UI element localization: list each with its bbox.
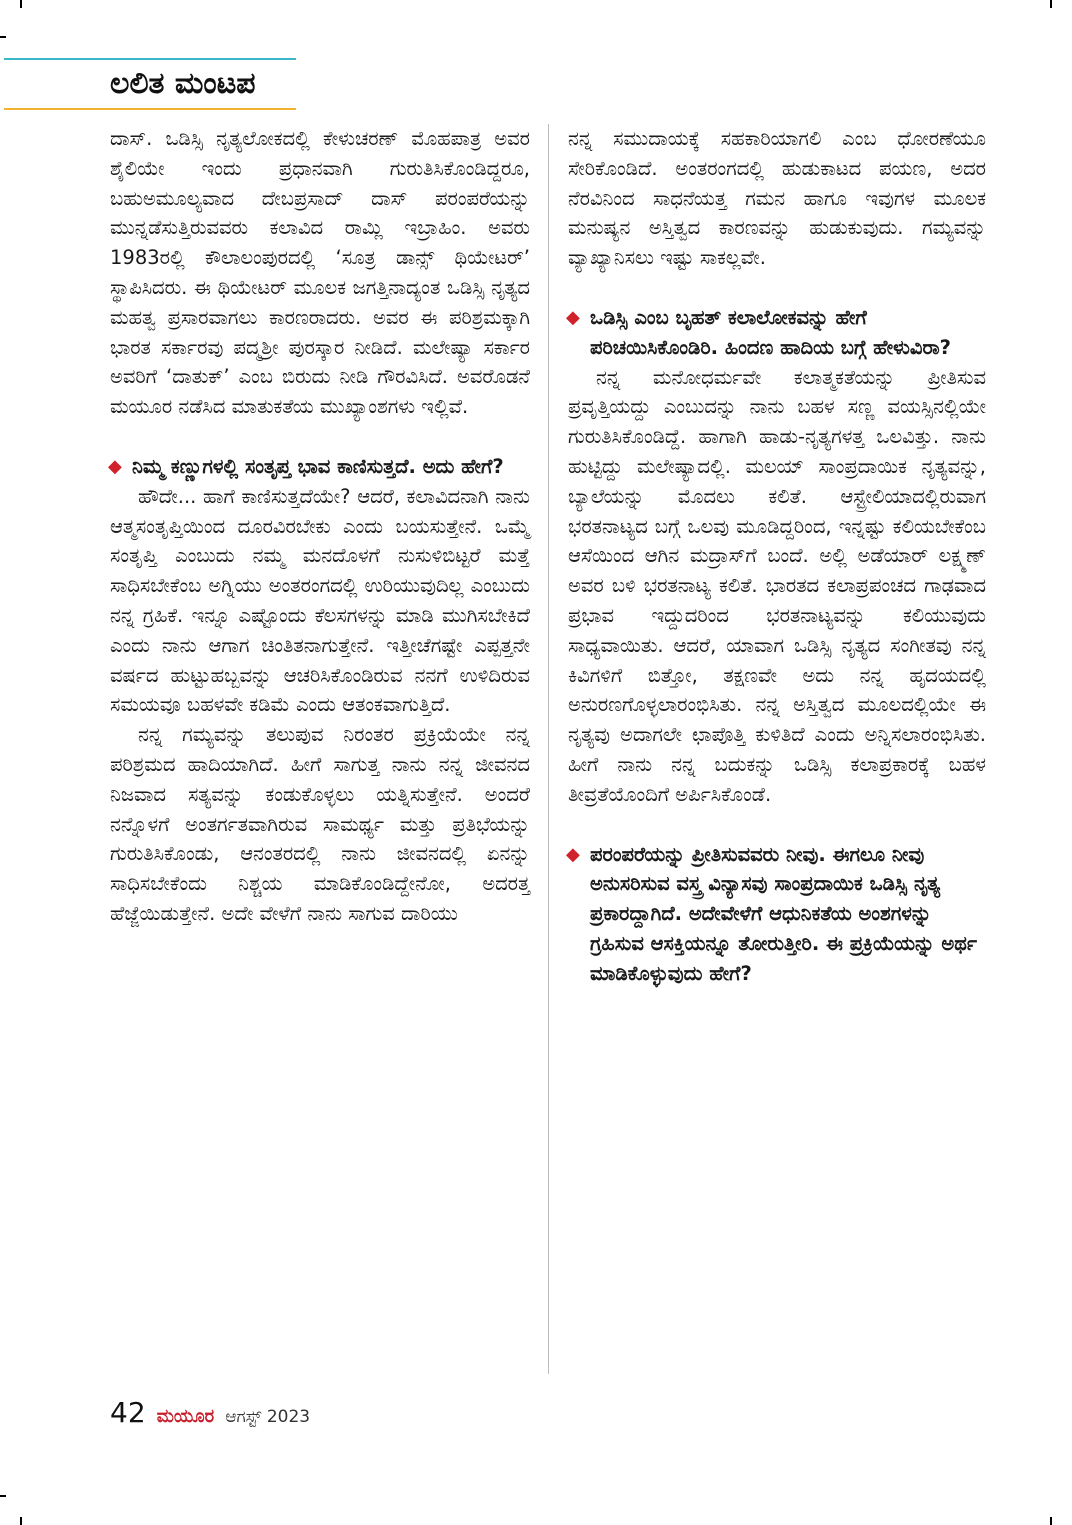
section-title: ಲಲಿತ ಮಂಟಪ (110, 66, 256, 101)
crop-mark-bottom-left (20, 1517, 22, 1525)
question-1 (110, 452, 530, 482)
question-2 (568, 303, 986, 363)
header-rule-bottom (4, 108, 296, 110)
column-divider (548, 124, 549, 1374)
red-diamond-icon: ◆ (566, 843, 580, 865)
red-diamond-icon: ◆ (566, 306, 580, 328)
page-number: 42 (110, 1396, 146, 1429)
issue-date: ಆಗಸ್ಟ್ 2023 (225, 1407, 311, 1427)
crop-mark-top-left-h (0, 36, 6, 38)
question-3-text: ಪರಂಪರೆಯನ್ನು ಪ್ರೀತಿಸುವವರು ನೀವು. ಈಗಲೂ ನೀವು ಅನುಸರಿಸುವ ವಸ್ತ್ರ ವಿನ್ಯಾಸವು ಸಾಂಪ್ರದಾಯಿಕ ಒಡಿಸ್ಸಿ ನೃತ್ಯ ಪ್ರಕಾರದ್ದಾಗಿದೆ. ಅದೇವೇಳೆಗೆ ಆಧುನಿಕತೆಯ ಅಂಶಗಳನ್ನು ಗ್ರಹಿಸುವ ಆಸಕ್ತಿಯನ್ನೂ ತೋರುತ್ತೀರಿ. ಈ ಪ್ರಕ್ರಿಯೆಯನ್ನು ಅರ್ಥ ಮಾಡಿಕೊಳ್ಳುವುದು ಹೇಗೆ? (590, 842, 977, 985)
question-1-text: ನಿಮ್ಮ ಕಣ್ಣುಗಳಲ್ಲಿ ಸಂತೃಪ್ತ ಭಾವ ಕಾಣಿಸುತ್ತದೆ. ಅದು ಹೇಗೆ? (132, 454, 504, 478)
page-footer (110, 1396, 310, 1429)
answer-1-paragraph-1: ಹೌದೇ... ಹಾಗೆ ಕಾಣಿಸುತ್ತದೆಯೇ? ಆದರೆ, ಕಲಾವಿದನಾಗಿ ನಾನು ಆತ್ಮಸಂತೃಪ್ತಿಯಿಂದ ದೂರವಿರಬೇಕು ಎಂದು ಬಯಸುತ್ತೇನೆ. ಒಮ್ಮೆ ಸಂತೃಪ್ತಿ ಎಂಬುದು ನಮ್ಮ ಮನದೊಳಗೆ ನುಸುಳಿಬಿಟ್ಟರೆ ಮತ್ತೆ ಸಾಧಿಸಬೇಕೆಂಬ ಅಗ್ನಿಯು ಅಂತರಂಗದಲ್ಲಿ ಉರಿಯುವುದಿಲ್ಲ ಎಂಬುದು ನನ್ನ ಗ್ರಹಿಕೆ. ಇನ್ನೂ ಎಷ್ಟೊಂದು ಕೆಲಸಗಳನ್ನು ಮಾಡಿ ಮುಗಿಸಬೇಕಿದೆ ಎಂದು ನಾನು ಆಗಾಗ ಚಿಂತಿತನಾಗುತ್ತೇನೆ. ಇತ್ತೀಚೆಗಷ್ಟೇ ಎಪ್ಪತ್ತನೇ ವರ್ಷದ ಹುಟ್ಟುಹಬ್ಬವನ್ನು ಆಚರಿಸಿಕೊಂಡಿರುವ ನನಗೆ ಉಳಿದಿರುವ ಸಮಯವೂ ಬಹಳವೇ ಕಡಿಮೆ ಎಂದು ಆತಂಕವಾಗುತ್ತಿದೆ. (110, 484, 530, 717)
intro-paragraph: ದಾಸ್. ಒಡಿಸ್ಸಿ ನೃತ್ಯಲೋಕದಲ್ಲಿ ಕೇಳುಚರಣ್ ಮೊಹಪಾತ್ರ ಅವರ ಶೈಲಿಯೇ ಇಂದು ಪ್ರಧಾನವಾಗಿ ಗುರುತಿಸಿಕೊಂಡಿದ್ದರೂ, ಬಹುಅಮೂಲ್ಯವಾದ ದೇಬಪ್ರಸಾದ್ ದಾಸ್ ಪರಂಪರೆಯನ್ನು ಮುನ್ನಡೆಸುತ್ತಿರುವವರು ಕಲಾವಿದ ರಾಮ್ಲಿ ಇಬ್ರಾಹಿಂ. ಅವರು 1983ರಲ್ಲಿ ಕೌಲಾಲಂಪುರದಲ್ಲಿ ‘ಸೂತ್ರ ಡಾನ್ಸ್ ಥಿಯೇಟರ್’ ಸ್ಥಾಪಿಸಿದರು. ಈ ಥಿಯೇಟರ್ ಮೂಲಕ ಜಗತ್ತಿನಾದ್ಯಂತ ಒಡಿಸ್ಸಿ ನೃತ್ಯದ ಮಹತ್ವ ಪ್ರಸಾರವಾಗಲು ಕಾರಣರಾದರು. ಅವರ ಈ ಪರಿಶ್ರಮಕ್ಕಾಗಿ ಭಾರತ ಸರ್ಕಾರವು ಪದ್ಮಶ್ರೀ ಪುರಸ್ಕಾರ ನೀಡಿದೆ. ಮಲೇಷ್ಯಾ ಸರ್ಕಾರ ಅವರಿಗೆ ‘ದಾತುಕ್’ ಎಂಬ ಬಿರುದು ನೀಡಿ ಗೌರವಿಸಿದೆ. ಅವರೊಡನೆ ಮಯೂರ ನಡೆಸಿದ ಮಾತುಕತೆಯ ಮುಖ್ಯಾಂಶಗಳು ಇಲ್ಲಿವೆ. (110, 127, 530, 419)
left-column (110, 124, 530, 929)
question-3 (568, 840, 986, 989)
magazine-name: ಮಯೂರ (156, 1406, 215, 1427)
crop-mark-bottom-right (1050, 1517, 1052, 1525)
crop-mark-top-right (1050, 0, 1052, 8)
red-diamond-icon: ◆ (108, 455, 122, 477)
header-rule-top (4, 58, 296, 60)
question-2-text: ಒಡಿಸ್ಸಿ ಎಂಬ ಬೃಹತ್ ಕಲಾಲೋಕವನ್ನು ಹೇಗೆ ಪರಿಚಯಿಸಿಕೊಂಡಿರಿ. ಹಿಂದಣ ಹಾದಿಯ ಬಗ್ಗೆ ಹೇಳುವಿರಾ? (590, 305, 951, 359)
answer-2-paragraph: ನನ್ನ ಮನೋಧರ್ಮವೇ ಕಲಾತ್ಮಕತೆಯನ್ನು ಪ್ರೀತಿಸುವ ಪ್ರವೃತ್ತಿಯದ್ದು ಎಂಬುದನ್ನು ನಾನು ಬಹಳ ಸಣ್ಣ ವಯಸ್ಸಿನಲ್ಲಿಯೇ ಗುರುತಿಸಿಕೊಂಡಿದ್ದೆ. ಹಾಗಾಗಿ ಹಾಡು-ನೃತ್ಯಗಳತ್ತ ಒಲವಿತ್ತು. ನಾನು ಹುಟ್ಟಿದ್ದು ಮಲೇಷ್ಯಾದಲ್ಲಿ. ಮಲಯ್ ಸಾಂಪ್ರದಾಯಿಕ ನೃತ್ಯವನ್ನು, ಬ್ಯಾಲೆಯನ್ನು ಮೊದಲು ಕಲಿತೆ. ಆಸ್ಟ್ರೇಲಿಯಾದಲ್ಲಿರುವಾಗ ಭರತನಾಟ್ಯದ ಬಗ್ಗೆ ಒಲವು ಮೂಡಿದ್ದರಿಂದ, ಇನ್ನಷ್ಟು ಕಲಿಯಬೇಕೆಂಬ ಆಸೆಯಿಂದ ಆಗಿನ ಮದ್ರಾಸ್‌ಗೆ ಬಂದೆ. ಅಲ್ಲಿ ಅಡೆಯಾರ್ ಲಕ್ಷ್ಮಣ್ ಅವರ ಬಳಿ ಭರತನಾಟ್ಯ ಕಲಿತೆ. ಭಾರತದ ಕಲಾಪ್ರಪಂಚದ ಗಾಢವಾದ ಪ್ರಭಾವ ಇದ್ದುದರಿಂದ ಭರತನಾಟ್ಯವನ್ನು ಕಲಿಯುವುದು ಸಾಧ್ಯವಾಯಿತು. ಆದರೆ, ಯಾವಾಗ ಒಡಿಸ್ಸಿ ನೃತ್ಯದ ಸಂಗೀತವು ನನ್ನ ಕಿವಿಗಳಿಗೆ ಬಿತ್ತೋ, ತಕ್ಷಣವೇ ಅದು ನನ್ನ ಹೃದಯದಲ್ಲಿ ಅನುರಣಗೊಳ್ಳಲಾರಂಭಿಸಿತು. ನನ್ನ ಅಸ್ತಿತ್ವದ ಮೂಲದಲ್ಲಿಯೇ ಈ ನೃತ್ಯವು ಅದಾಗಲೇ ಛಾಪೊತ್ತಿ ಕುಳಿತಿದೆ ಎಂದು ಅನ್ನಿಸಲಾರಂಭಿಸಿತು. ಹೀಗೆ ನಾನು ನನ್ನ ಬದುಕನ್ನು ಒಡಿಸ್ಸಿ ಕಲಾಪ್ರಕಾರಕ್ಕೆ ಬಹಳ ತೀವ್ರತೆಯೊಂದಿಗೆ ಅರ್ಪಿಸಿಕೊಂಡೆ. (568, 365, 986, 806)
right-column (568, 124, 986, 989)
answer-1-paragraph-2: ನನ್ನ ಗಮ್ಯವನ್ನು ತಲುಪುವ ನಿರಂತರ ಪ್ರಕ್ರಿಯೆಯೇ ನನ್ನ ಪರಿಶ್ರಮದ ಹಾದಿಯಾಗಿದೆ. ಹೀಗೆ ಸಾಗುತ್ತ ನಾನು ನನ್ನ ಜೀವನದ ನಿಜವಾದ ಸತ್ಯವನ್ನು ಕಂಡುಕೊಳ್ಳಲು ಯತ್ನಿಸುತ್ತೇನೆ. ಅಂದರೆ ನನ್ನೊಳಗೆ ಅಂತರ್ಗತವಾಗಿರುವ ಸಾಮರ್ಥ್ಯ ಮತ್ತು ಪ್ರತಿಭೆಯನ್ನು ಗುರುತಿಸಿಕೊಂಡು, ಆನಂತರದಲ್ಲಿ ನಾನು ಜೀವನದಲ್ಲಿ ಏನನ್ನು ಸಾಧಿಸಬೇಕೆಂದು ನಿಶ್ಚಯ ಮಾಡಿಕೊಂಡಿದ್ದೇನೋ, ಅದರತ್ತ ಹೆಜ್ಜೆಯಿಡುತ್ತೇನೆ. ಅದೇ ವೇಳೆಗೆ ನಾನು ಸಾಗುವ ದಾರಿಯು (110, 723, 530, 925)
crop-mark-bottom-left-h (0, 1495, 6, 1497)
continued-paragraph: ನನ್ನ ಸಮುದಾಯಕ್ಕೆ ಸಹಕಾರಿಯಾಗಲಿ ಎಂಬ ಧೋರಣೆಯೂ ಸೇರಿಕೊಂಡಿದೆ. ಅಂತರಂಗದಲ್ಲಿ ಹುಡುಕಾಟದ ಪಯಣ, ಅದರ ನೆರವಿನಿಂದ ಸಾಧನೆಯತ್ತ ಗಮನ ಹಾಗೂ ಇವುಗಳ ಮೂಲಕ ಮನುಷ್ಯನ ಅಸ್ತಿತ್ವದ ಕಾರಣವನ್ನು ಹುಡುಕುವುದು. ಗಮ್ಯವನ್ನು ವ್ಯಾಖ್ಯಾನಿಸಲು ಇಷ್ಟು ಸಾಕಲ್ಲವೇ. (568, 127, 986, 270)
crop-mark-top-left (20, 0, 22, 8)
section-header (0, 58, 300, 110)
